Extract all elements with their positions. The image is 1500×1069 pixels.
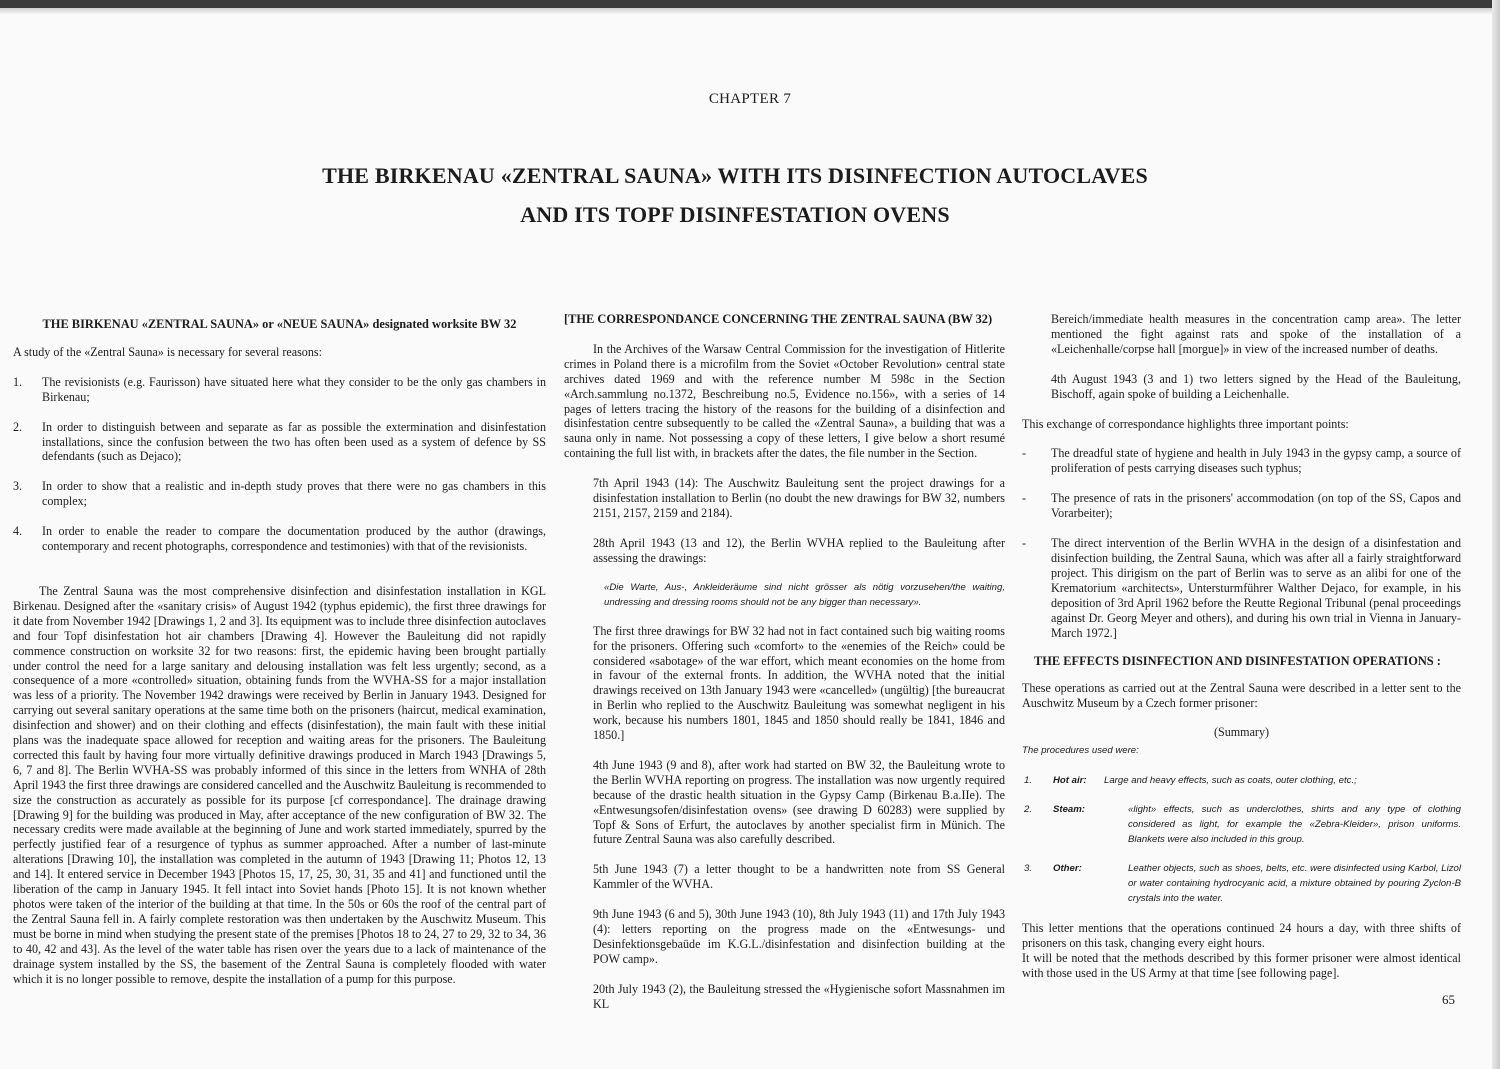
procedure-item (1022, 861, 1461, 906)
list-item (13, 375, 546, 405)
section-heading: [THE CORRESPONDANCE CONCERNING THE ZENTRAL SAUNA (BW 32) (564, 312, 993, 326)
list-text: The direct intervention of the Berlin WVHA in the design of a disinfestation and disinfection building, the Zentral Sauna, which was after all a fairly straightforward project. This dirigism on the part of Berlin was to serve as an alibi for one of the Krematorium «architects», Untersturmführer Walther Dejaco, for example, in his deposition of 3rd April 1962 before the Reutte Regional Tribunal (penal proceedings against Dr. Georg Meyer and others), and during his own trial in Vienna in January-March 1972.] (1051, 536, 1461, 640)
list-text: The presence of rats in the prisoners' accommodation (on top of the SS, Capos and Vorarbeiter); (1051, 491, 1461, 521)
reasons-list (13, 375, 546, 554)
paragraph: These operations as carried out at the Zentral Sauna were described in a letter sent to the Auschwitz Museum by a Czech former prisoner: (1022, 681, 1461, 711)
list-dash: - (1022, 536, 1027, 551)
procedure-text-value: Large and heavy effects, such as coats, outer clothing, etc.; (1104, 774, 1357, 786)
section-heading: THE BIRKENAU «ZENTRAL SAUNA» or «NEUE SAUNA» designated worksite BW 32 (42, 317, 517, 331)
paragraph: Bereich/immediate health measures in the concentration camp area». The letter mentioned the fight against rats and spoke of the installation of a «Leichenhalle/corpse hall [morgue]» in view of the increased number of deaths. (1051, 312, 1461, 356)
list-item (13, 524, 546, 554)
procedures-intro: The procedures used were: (1022, 745, 1139, 757)
list-text: The revisionists (e.g. Faurisson) have situated here what they consider to be the only gas chambers in Birkenau; (42, 374, 546, 404)
german-quote: «Die Warte, Aus-, Ankleideräume sind nicht grösser als nötig vorzusehen/the waiting, undressing and dressing rooms should not be any bigger than necessary». (604, 581, 1005, 608)
page-title-line2: AND ITS TOPF DISINFESTATION OVENS (520, 202, 950, 227)
list-number: 3. (13, 479, 23, 494)
procedure-label: Steam: (1053, 803, 1085, 815)
list-number: 1. (13, 374, 23, 389)
procedure-number: 2. (1024, 803, 1033, 815)
procedure-number: 3. (1024, 862, 1033, 874)
paragraph: 4th June 1943 (9 and 8), after work had started on BW 32, the Bauleitung wrote to the Berlin WVHA reporting on progress. The installation was now urgently required because of the drastic health situation in the Gypsy Camp (Birkenau B.a.IIe). The «Entwesungsofen/disinfestation ovens» (see drawing D 60283) were supplied by Topf & Sons of Erfurt, the autoclaves by another specialist firm in Münich. The future Zentral Sauna was also carefully described. (593, 757, 1005, 847)
procedure-text: Leather objects, such as shoes, belts, etc. were disinfected using Karbol, Lizol or water containing hydrocyanic acid, a mixture obtained by pouring Zyclon-B crystals into the water. (1128, 862, 1461, 904)
paragraph: 9th June 1943 (6 and 5), 30th June 1943 (10), 8th July 1943 (11) and 17th July 1943 (4): letters reporting on the progress made on the «Entwesungs- und Desinfektionsgebaüde im K.G.L./disinfestation and disinfection building at the POW camp». (593, 907, 1005, 966)
chapter-label: CHAPTER 7 (708, 91, 792, 107)
list-dash: - (1022, 491, 1027, 506)
list-text: In order to enable the reader to compare the documentation produced by the author (drawings, contemporary and recent photographs, correspondence and testimonies) with that of the revisionists. (42, 524, 546, 554)
column-left (13, 317, 546, 986)
paragraph: The first three drawings for BW 32 had not in fact contained such big waiting rooms for the prisoners. Offering such «comfort» to the «enemies of the Reich» could be considered «sabotage» of the war effort, which meant economies on the home from in favour of the external fronts. In addition, the WVHA noted that the initial drawings received on 13th January 1943 were «cancelled» (ungültig) [the bureaucrat in Berlin who replied to the Auschwitz Bauleitung was somewhat negligent in his work, because his numbers 1801, 1845 and 1850 should really be 1841, 1846 and 1850.] (593, 623, 1005, 743)
list-item (1022, 446, 1461, 476)
paragraph: 28th April 1943 (13 and 12), the Berlin WVHA replied to the Bauleitung after assessing the drawings: (593, 535, 1005, 565)
list-text: In order to show that a realistic and in-depth study proves that there were no gas chambers in this complex; (42, 479, 546, 509)
paragraph: 20th July 1943 (2), the Bauleitung stressed the «Hygienische sofort Massnahmen im KL (593, 981, 1005, 1011)
paragraph: This exchange of correspondance highlights three important points: (1022, 416, 1349, 431)
list-item (1022, 491, 1461, 521)
procedure-text: «light» effects, such as underclothes, shirts and any type of clothing considered as light, for example the «Zebra-Kleider», prison uniforms. Blankets were also included in this group. (1128, 803, 1461, 845)
paragraph: 4th August 1943 (3 and 1) two letters signed by the Head of the Bauleitung, Bischoff, again spoke of building a Leichenhalle. (1051, 371, 1461, 401)
scan-right-edge (1492, 0, 1500, 1069)
list-text: In order to distinguish between and separate as far as possible the extermination and disinfestation installations, since the confusion between the two has often been used as a system of defence by SS defendants (such as Dejaco); (42, 419, 546, 464)
procedure-label: Hot air: (1053, 774, 1087, 786)
page-number: 65 (1442, 992, 1455, 1007)
body-paragraph: The Zentral Sauna was the most comprehensive disinfection and disinfestation installation in KGL Birkenau. Designed after the «sanitary crisis» of August 1942 (typhus epidemic), the first three drawings for it date from November 1942 [Drawings 1, 2 and 3]. Its equipment was to include three disinfection autoclaves and four Topf disinfestation hot air chambers [Drawing 4]. However the Bauleitung did not rapidly commence construction on worksite 32 for two reasons: first, the epidemic having been brought partially under control the need for a large sanitary and delousing installation was felt less urgently; second, as a consequence of a more «controlled» situation, obtaining funds from the WVHA-SS for a major installation was less of a priority. The November 1942 drawings were received by Berlin in January 1943. Designed for carrying out several sanitary operations at the same time both on the prisoners (haircut, medical examination, disinfection and shower) and on their clothing and effects (disinfestation), the main fault with these initial plans was the inadequate space allowed for reception and waiting areas for the prisoners. The Bauleitung corrected this fault by having four more virtually definitive drawings produced in March 1943 [Drawings 5, 6, 7 and 8]. The Berlin WVHA-SS was probably informed of this since in the letters from WNHA of 28th April 1943 the first three drawings are considered cancelled and the Auschwitz Bauleitung is recommended to size the construction as accurately as possible for its purpose [cf correspondance]. The drainage drawing [Drawing 9] for the building was produced in May, after acceptance of the new configuration of BW 32. The necessary credits were made available at the beginning of June and work started immediately, spurred by the perfectly justified fear of a resurgence of typhus as summer approached. After a number of last-minute alterations [Drawing 10], the installation was completed in the autumn of 1943 [Drawing 11; Photos 12, 13 and 14]. It entered service in December 1943 [Photos 15, 17, 25, 30, 31, 35 and 41] and functioned until the liberation of the camp in January 1945. It fell intact into Soviet hands [Photo 15]. It is not known whether photos were taken of the interior of the building at that time. In the 50s or 60s the roof of the central part of the Zentral Sauna fell in. A fairly complete restoration was then undertaken by the Auschwitz Museum. This must be borne in mind when studying the present state of the premises [Photos 18 to 24, 27 to 29, 32 to 34, 36 to 40, 42 and 43]. As the level of the water table has risen over the years due to a lack of maintenance of the drainage system installed by the SS, the basement of the Zentral Sauna is completely flooded with water which it is no longer possible to remove, despite the installation of a pump for this purpose. (13, 583, 546, 986)
page-title-line1: THE BIRKENAU «ZENTRAL SAUNA» WITH ITS DISINFECTION AUTOCLAVES (322, 163, 1148, 188)
section-heading: THE EFFECTS DISINFECTION AND DISINFESTATION OPERATIONS : (1034, 654, 1441, 669)
scan-shadow (0, 8, 1500, 14)
paragraph: In the Archives of the Warsaw Central Commission for the investigation of Hitlerite crimes in Poland there is a microfilm from the Soviet «October Revolution» central state archives dated 1969 and with the reference number M 598c in the Section «Arch.sammlung no.1372, Beschreibung no.5, Evidence no.156», with a series of 14 pages of letters tracing the history of the reasons for the building of a disinfection and disinfestation centre subsequently to be called the «Zentral Sauna», a building that was a sauna only in name. Not possessing a copy of these letters, I give below a short resumé containing the full list with, in brackets after the dates, the file number in the Section. (564, 341, 1005, 461)
procedure-item (1022, 773, 1461, 788)
procedure-number: 1. (1024, 774, 1033, 786)
list-item (13, 420, 546, 465)
list-item (13, 479, 546, 509)
list-number: 2. (13, 419, 23, 434)
paragraph: 7th April 1943 (14): The Auschwitz Bauleitung sent the project drawings for a disinfestation installation to Berlin (no doubt the new drawings for BW 32, numbers 2151, 2157, 2159 and 2184). (593, 476, 1005, 520)
procedures-list (1022, 773, 1461, 906)
summary-label: (Summary) (1213, 725, 1270, 740)
list-text: The dreadful state of hygiene and health in July 1943 in the gypsy camp, a source of proliferation of pests carrying diseases such typhus; (1051, 446, 1461, 476)
list-dash: - (1022, 446, 1027, 461)
scan-top-edge (0, 0, 1500, 8)
paragraph: This letter mentions that the operations continued 24 hours a day, with three shifts of prisoners on this task, changing every eight hours. (1022, 920, 1461, 950)
paragraph: A study of the «Zentral Sauna» is necessary for several reasons: (13, 344, 322, 359)
paragraph: 5th June 1943 (7) a letter thought to be a handwritten note from SS General Kammler of the WVHA. (593, 862, 1005, 892)
procedure-label: Other: (1053, 862, 1082, 874)
paragraph: It will be noted that the methods described by this former prisoner were almost identical with those used in the US Army at that time [see following page]. (1022, 950, 1461, 980)
list-number: 4. (13, 524, 23, 539)
procedure-item (1022, 802, 1461, 847)
list-item (1022, 536, 1461, 640)
procedure-text (1054, 775, 1357, 786)
column-right (1022, 312, 1461, 981)
points-list (1022, 446, 1461, 640)
column-middle (564, 312, 1005, 1012)
